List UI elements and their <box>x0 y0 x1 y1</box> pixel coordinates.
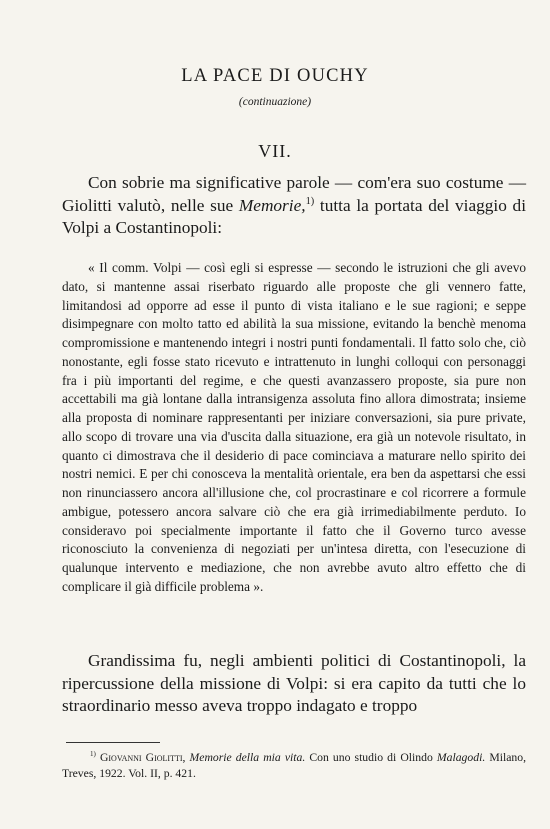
footnote-divider <box>66 742 160 743</box>
footnote-reference: 1) <box>305 195 315 207</box>
intro-text-after: tutta la portata del viaggio di Volpi a Costantinopoli: <box>62 195 526 237</box>
chapter-title: LA PACE DI OUCHY <box>181 66 369 86</box>
intro-work-title: Memorie, <box>238 195 306 215</box>
footnote-work-title: Memorie della mia vita. <box>189 751 306 764</box>
footnote-author: Giovanni Giolitti, <box>99 751 186 764</box>
section-number: VII. <box>258 141 292 161</box>
closing-paragraph: Grandissima fu, negli ambienti politici di Costantinopoli, la ripercussione della missione di Volpi: si era capito da tutti che lo straordinario messo aveva troppo indagato e troppo <box>62 651 526 715</box>
footnote-publication: Milano, Treves, 1922. Vol. II, p. 421. <box>62 751 527 780</box>
intro-paragraph <box>62 172 526 240</box>
footnote-editor: Malagodi. <box>436 751 486 764</box>
footnote-marker: 1) <box>90 750 96 759</box>
footnote-text: Con uno studio di Olindo <box>305 751 437 764</box>
quotation-block: « Il comm. Volpi — così egli si espresse — secondo le istruzioni che gli avevo dato, si mantenne assai riserbato riguardo alle proposte che gli vennero fatte, limitandosi ad opporre ad esse il punto di vista italiano e le sue ragioni; e seppe disimpegnare con molto tatto ed abilità la sua missione, evitando la benchè menoma compromissione e mantenendo integri i nostri punti fondamentali. Il fatto solo che, ciò nonostante, egli fosse stato ricevuto e intrattenuto in lunghi colloqui con personaggi fra i più importanti del regime, e che questi avanzassero proposte, sia pure non accettabili ma già lontane dalla intransigenza assoluta fino allora dimostrata; insieme alla proposta di nominare rappresentanti per iniziare conversazioni, sia pure private, allo scopo di trovare una via d'uscita dalla situazione, era già un notevole risultato, in quanto ci dimostrava che il desiderio di pace cominciava a maturare nello spirito dei nostri nemici. E per chi conosceva la mentalità orientale, era ben da aspettarsi che essi non rinunciassero ancora all'illusione che, col procrastinare e col ricorrere a formule ambigue, potessero ancora salvare ciò che era già irrimediabilmente perduto. Io consideravo poi specialmente importante il fatto che il Governo turco avesse riconosciuto la convenienza di negoziati per un'intesa diretta, con l'esecuzione di qualunque intervento e mediazione, che non avrebbe avuto altro effetto che di complicare il già difficile problema ». <box>62 260 526 594</box>
chapter-subtitle: (continuazione) <box>238 96 312 108</box>
footnote <box>62 750 526 782</box>
intro-text-before: Con sobrie ma significative parole — com'era suo costume — Giolitti valutò, nelle sue <box>62 173 526 215</box>
